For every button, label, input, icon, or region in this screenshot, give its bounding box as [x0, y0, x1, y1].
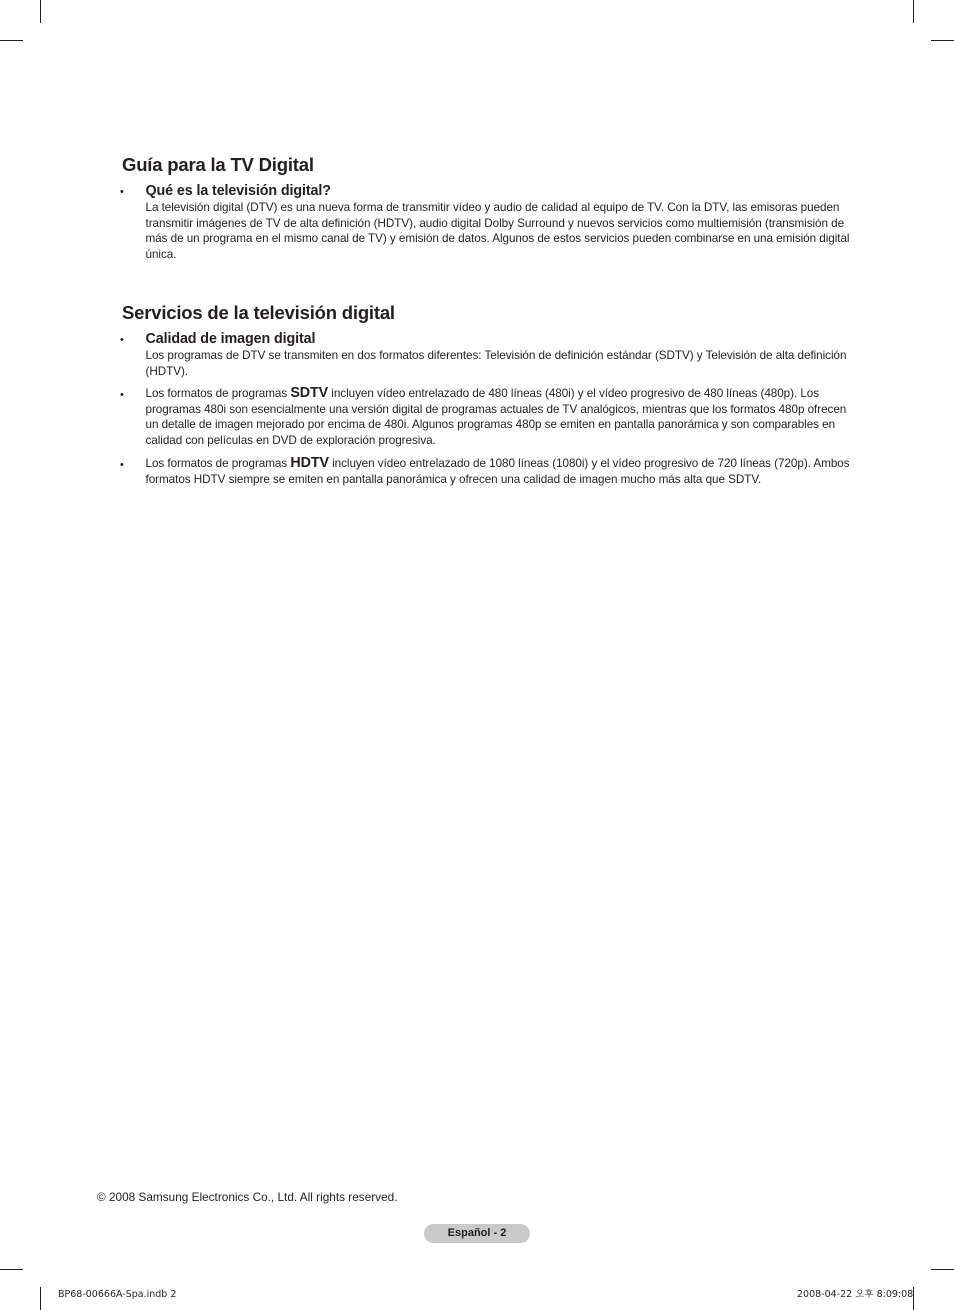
crop-mark-top-left-horizontal — [0, 40, 23, 41]
item-title: Calidad de imagen digital — [145, 331, 316, 347]
section-heading-digital-tv-guide: Guía para la TV Digital — [122, 154, 314, 175]
list-item-sdtv-formats — [120, 386, 860, 448]
item-body — [146, 386, 861, 448]
section-heading-digital-tv-services: Servicios de la televisión digital — [122, 302, 395, 323]
list-item-hdtv-formats — [120, 456, 860, 487]
crop-mark-bottom-left-horizontal — [0, 1269, 23, 1270]
bullet-marker: • — [120, 186, 124, 198]
print-slug-filename: BP68-00666A-Spa.indb 2 — [58, 1289, 177, 1300]
crop-mark-top-right-horizontal — [931, 40, 954, 41]
item-prefix: Los formatos de programas — [145, 387, 291, 400]
bullet-marker: • — [120, 389, 124, 401]
bullet-marker: • — [120, 459, 124, 471]
crop-mark-top-left-vertical — [40, 0, 41, 23]
copyright-notice: © 2008 Samsung Electronics Co., Ltd. All rights reserved. — [97, 1190, 398, 1204]
crop-mark-top-right-vertical — [913, 0, 914, 23]
item-text: incluyen vídeo entrelazado de 1080 líneas (1080i) y el vídeo progresivo de 720 líneas (720p). Ambos formatos HDTV siempre se emiten en pantalla panorámica y ofrecen una calidad de imagen mucho más alta que SDTV. — [145, 457, 850, 486]
list-item-digital-image-quality — [120, 331, 860, 379]
item-body: La televisión digital (DTV) es una nueva forma de transmitir vídeo y audio de calidad al equipo de TV. Con la DTV, las emisoras pueden transmitir imágenes de TV de alta definición (HDTV), audio digital Dolby Surround y nuevos servicios como multiemisión (transmisión de más de un programa en el mismo canal de TV) y emisión de datos. Algunos de estos servicios pueden combinarse en una emisión digital única. — [145, 201, 850, 261]
crop-mark-bottom-right-horizontal — [931, 1269, 954, 1270]
term-hdtv: HDTV — [290, 455, 329, 471]
page-number-badge: Español - 2 — [424, 1224, 530, 1243]
print-slug-timestamp: 2008-04-22 오후 8:09:08 — [797, 1289, 914, 1300]
item-title: Qué es la televisión digital? — [145, 183, 331, 199]
crop-mark-bottom-left-vertical — [40, 1287, 41, 1310]
item-prefix: Los formatos de programas — [145, 457, 291, 470]
bullet-marker: • — [120, 334, 124, 346]
item-body: Los programas de DTV se transmiten en dos formatos diferentes: Televisión de definición estándar (SDTV) y Televisión de alta definición (HDTV). — [145, 349, 847, 378]
list-item-what-is-digital-tv — [120, 183, 860, 262]
item-text: incluyen vídeo entrelazado de 480 líneas (480i) y el vídeo progresivo de 480 líneas (480p). Los programas 480i son esencialmente una versión digital de programas actuales de TV analógicos, mientras que los formatos 480p ofrecen un detalle de imagen mejorado por encima de 480i. Algunos programas 480p se emiten en pantalla panorámica y son comparables en calidad con películas en DVD de exploración progresiva. — [145, 387, 847, 447]
term-sdtv: SDTV — [290, 385, 329, 401]
item-body — [146, 456, 861, 487]
